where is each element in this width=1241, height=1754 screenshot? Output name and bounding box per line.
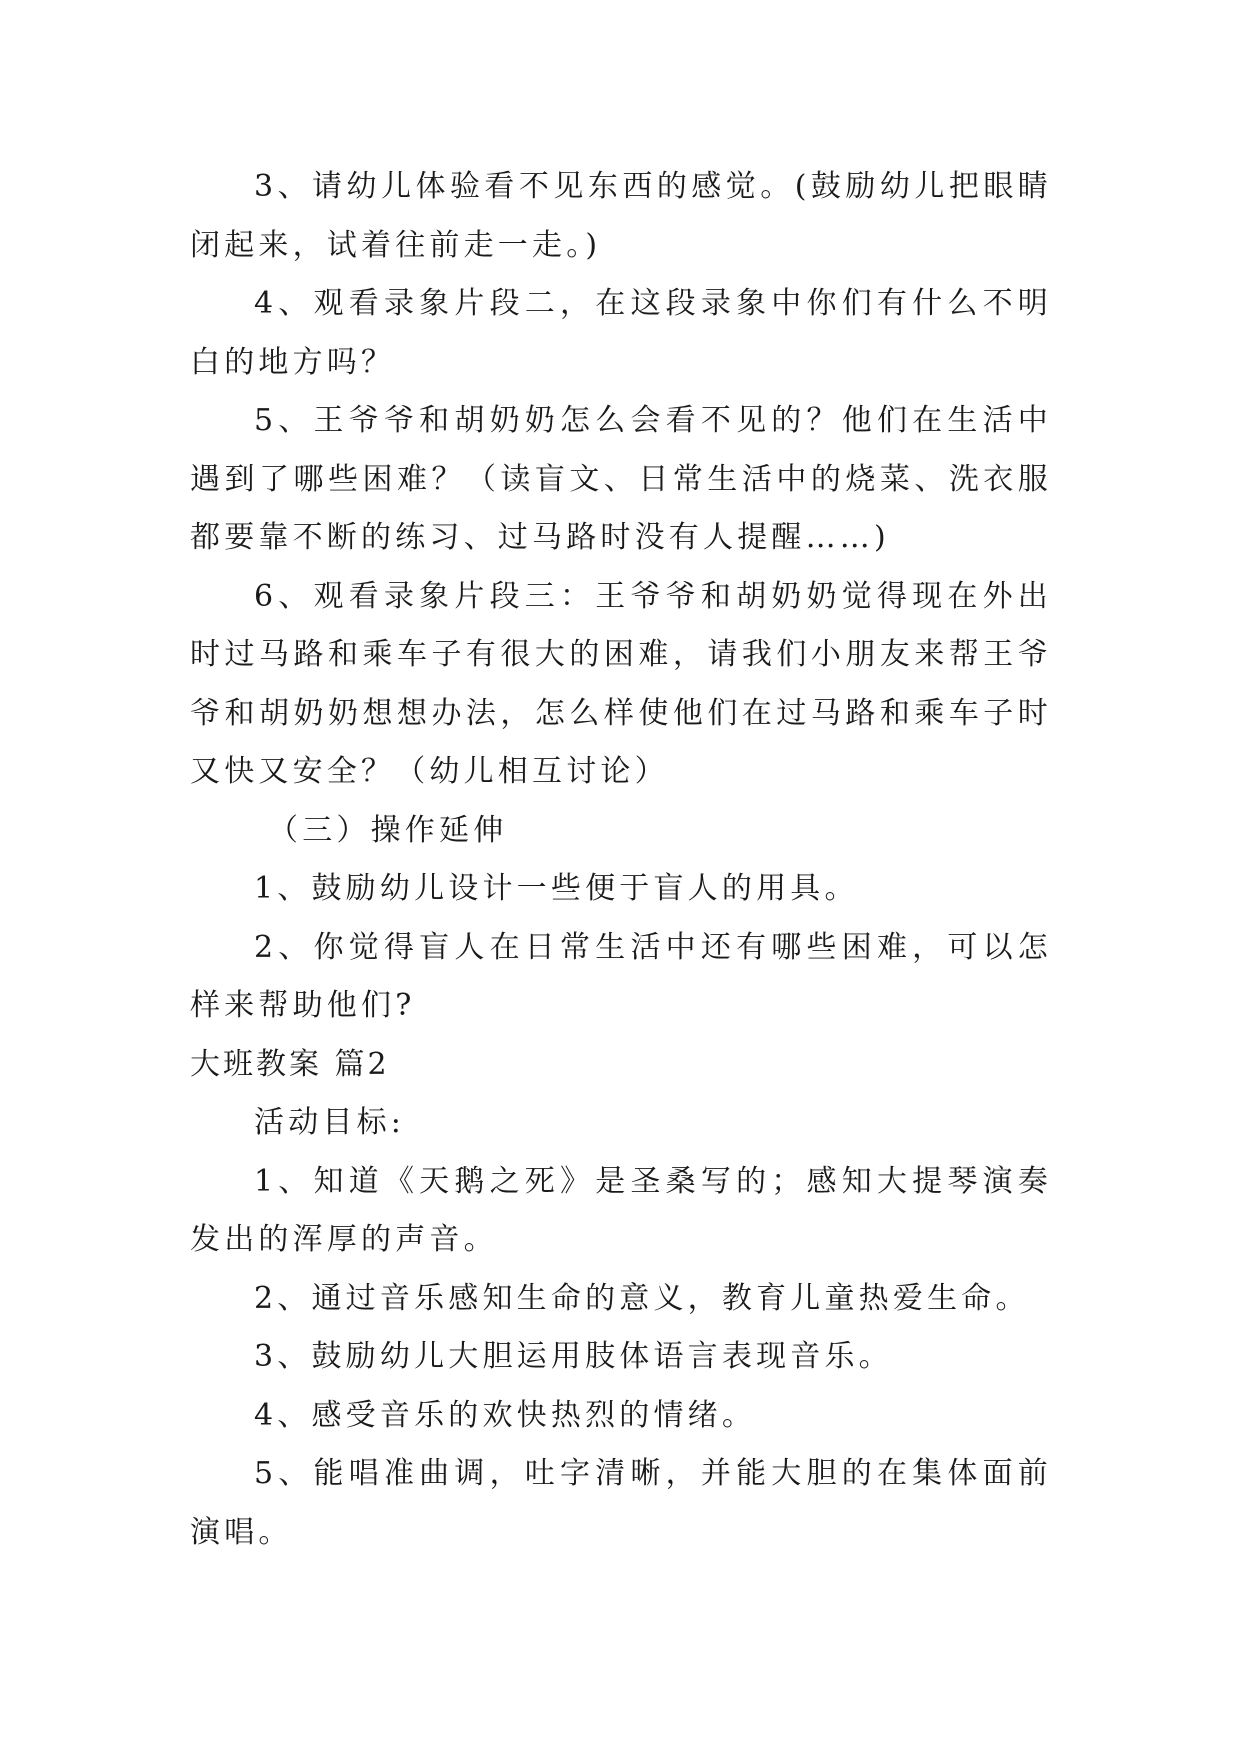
- goal-item-5: 5、能唱准曲调，吐字清晰，并能大胆的在集体面前演唱。: [190, 1456, 1052, 1550]
- lesson-plan-title: 大班教案 篇2: [190, 1046, 390, 1082]
- activity-goals-label: 活动目标:: [254, 1105, 406, 1140]
- paragraph-step-3: 3、请幼儿体验看不见东西的感觉。(鼓励幼儿把眼睛闭起来，试着往前走一走。): [190, 169, 1052, 263]
- paragraph-step-5: 5、王爷爷和胡奶奶怎么会看不见的？他们在生活中遇到了哪些困难？（读盲文、日常生活中的烧菜、洗衣服都要靠不断的练习、过马路时没有人提醒……): [190, 403, 1052, 555]
- section-heading-extension: （三）操作延伸: [268, 812, 508, 848]
- goal-item-3: 3、鼓励幼儿大胆运用肢体语言表现音乐。: [254, 1339, 893, 1374]
- goal-item-4: 4、感受音乐的欢快热烈的情绪。: [254, 1397, 757, 1433]
- goal-item-2: 2、通过音乐感知生命的意义，教育儿童热爱生命。: [254, 1280, 1030, 1316]
- paragraph-step-4: 4、观看录象片段二，在这段录象中你们有什么不明白的地方吗？: [190, 286, 1052, 380]
- paragraph-extension-1: 1、鼓励幼儿设计一些便于盲人的用具。: [254, 871, 859, 906]
- goal-item-1: 1、知道《天鹅之死》是圣桑写的；感知大提琴演奏发出的浑厚的声音。: [190, 1163, 1052, 1257]
- paragraph-extension-2: 2、你觉得盲人在日常生活中还有哪些困难，可以怎样来帮助他们?: [190, 929, 1052, 1023]
- document-body: [190, 158, 1052, 1562]
- paragraph-step-6: 6、观看录象片段三：王爷爷和胡奶奶觉得现在外出时过马路和乘车子有很大的困难，请我们小朋友来帮王爷爷和胡奶奶想想办法，怎么样使他们在过马路和乘车子时又快又安全？（幼儿相互讨论）: [190, 578, 1052, 789]
